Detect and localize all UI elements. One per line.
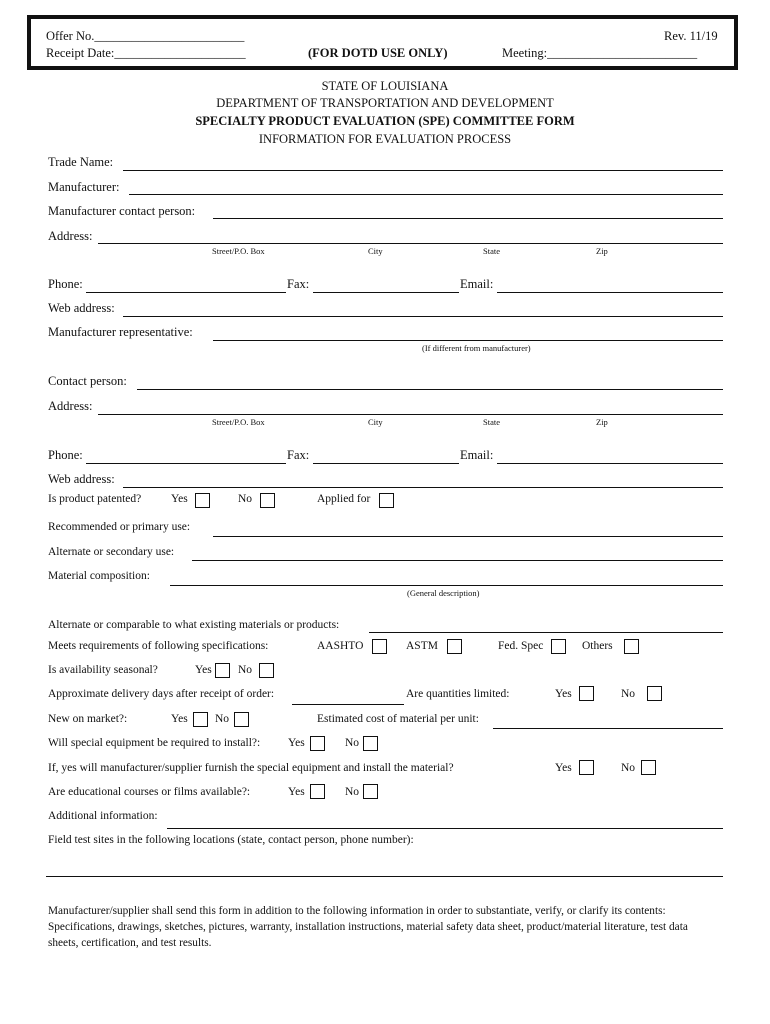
- new-market-yes-label: Yes: [171, 713, 188, 725]
- recommended-use-label: Recommended or primary use:: [48, 521, 191, 533]
- state-caption: State: [483, 246, 500, 256]
- patented-yes-label: Yes: [171, 493, 188, 505]
- alternate-use-input[interactable]: [192, 560, 723, 561]
- fed-spec-label: Fed. Spec: [498, 640, 544, 652]
- web-address-label: Web address:: [48, 301, 115, 315]
- manufacturer-contact-input[interactable]: [213, 218, 723, 219]
- furnish-yes-label: Yes: [555, 762, 572, 774]
- contact-address-input[interactable]: [98, 414, 723, 415]
- estimated-cost-label: Estimated cost of material per unit:: [317, 713, 479, 725]
- additional-info-label: Additional information:: [48, 810, 158, 822]
- seasonal-yes-label: Yes: [195, 664, 212, 676]
- new-on-market-label: New on market?:: [48, 713, 128, 725]
- zip-caption: Zip: [596, 246, 608, 256]
- contact-street-caption: Street/P.O. Box: [212, 417, 265, 427]
- alternate-use-label: Alternate or secondary use:: [48, 546, 175, 558]
- delivery-days-input[interactable]: [292, 704, 404, 705]
- address-input[interactable]: [98, 243, 723, 244]
- new-market-no-label: No: [215, 713, 230, 725]
- contact-web-input[interactable]: [123, 487, 723, 488]
- quantities-no-label: No: [621, 688, 636, 700]
- footer-note: Manufacturer/supplier shall send this form in addition to the following information in order to substantiate, verify, or clarify its contents: Specifications, drawings, sketches, pictures, warranty, installation instructions, material safety data sheet, product/material literature, test data sheets, certification, and test results.: [48, 905, 688, 949]
- special-equipment-label: Will special equipment be required to install?:: [48, 737, 261, 749]
- applied-for-checkbox[interactable]: [379, 493, 394, 508]
- city-caption: City: [368, 246, 383, 256]
- seasonal-no-label: No: [238, 664, 253, 676]
- courses-yes-checkbox[interactable]: [310, 784, 325, 799]
- email-label: Email:: [460, 277, 494, 291]
- quantities-yes-checkbox[interactable]: [579, 686, 594, 701]
- contact-fax-input[interactable]: [313, 463, 459, 464]
- department-title: DEPARTMENT OF TRANSPORTATION AND DEVELOPMENT: [216, 96, 554, 110]
- aashto-label: AASHTO: [317, 640, 364, 652]
- meeting-field[interactable]: Meeting:________________________: [502, 46, 698, 60]
- comparable-input[interactable]: [369, 632, 723, 633]
- special-equipment-no-checkbox[interactable]: [363, 736, 378, 751]
- representative-label: Manufacturer representative:: [48, 325, 193, 339]
- field-test-input[interactable]: [46, 876, 723, 877]
- quantities-yes-label: Yes: [555, 688, 572, 700]
- courses-no-label: No: [345, 786, 360, 798]
- phone-input[interactable]: [86, 292, 286, 293]
- seasonal-yes-checkbox[interactable]: [215, 663, 230, 678]
- dotd-use-only-label: (FOR DOTD USE ONLY): [308, 46, 448, 60]
- others-checkbox[interactable]: [624, 639, 639, 654]
- phone-label: Phone:: [48, 277, 83, 291]
- astm-checkbox[interactable]: [447, 639, 462, 654]
- street-caption: Street/P.O. Box: [212, 246, 265, 256]
- fed-spec-checkbox[interactable]: [551, 639, 566, 654]
- courses-no-checkbox[interactable]: [363, 784, 378, 799]
- quantities-no-checkbox[interactable]: [647, 686, 662, 701]
- patented-yes-checkbox[interactable]: [195, 493, 210, 508]
- contact-person-input[interactable]: [137, 389, 723, 390]
- form-subtitle: INFORMATION FOR EVALUATION PROCESS: [258, 132, 512, 146]
- contact-email-label: Email:: [460, 448, 494, 462]
- form-title: SPECIALTY PRODUCT EVALUATION (SPE) COMMITTEE FORM: [195, 114, 575, 128]
- comparable-label: Alternate or comparable to what existing materials or products:: [48, 619, 340, 631]
- quantities-limited-label: Are quantities limited:: [406, 688, 510, 700]
- seasonal-no-checkbox[interactable]: [259, 663, 274, 678]
- astm-label: ASTM: [406, 640, 438, 652]
- state-title: STATE OF LOUISIANA: [321, 79, 449, 93]
- courses-label: Are educational courses or films available?:: [48, 786, 251, 798]
- fax-input[interactable]: [313, 292, 459, 293]
- applied-for-label: Applied for: [317, 493, 371, 505]
- delivery-days-label: Approximate delivery days after receipt of order:: [48, 688, 275, 700]
- recommended-use-input[interactable]: [213, 536, 723, 537]
- furnish-no-label: No: [621, 762, 636, 774]
- if-different-caption: (If different from manufacturer): [422, 343, 531, 353]
- contact-person-label: Contact person:: [48, 374, 127, 388]
- aashto-checkbox[interactable]: [372, 639, 387, 654]
- contact-phone-input[interactable]: [86, 463, 286, 464]
- contact-city-caption: City: [368, 417, 383, 427]
- revision-label: Rev. 11/19: [664, 29, 718, 43]
- material-composition-label: Material composition:: [48, 570, 150, 582]
- special-equipment-yes-checkbox[interactable]: [310, 736, 325, 751]
- fax-label: Fax:: [287, 277, 310, 291]
- furnish-equipment-label: If, yes will manufacturer/supplier furnish the special equipment and install the material?: [48, 762, 454, 774]
- contact-address-label: Address:: [48, 399, 93, 413]
- representative-input[interactable]: [213, 340, 723, 341]
- additional-info-input[interactable]: [167, 828, 723, 829]
- new-market-no-checkbox[interactable]: [234, 712, 249, 727]
- material-composition-input[interactable]: [170, 585, 723, 586]
- contact-phone-label: Phone:: [48, 448, 83, 462]
- trade-name-input[interactable]: [123, 170, 723, 171]
- contact-fax-label: Fax:: [287, 448, 310, 462]
- patented-label: Is product patented?: [48, 493, 142, 505]
- estimated-cost-input[interactable]: [493, 728, 723, 729]
- manufacturer-contact-label: Manufacturer contact person:: [48, 204, 196, 218]
- manufacturer-label: Manufacturer:: [48, 180, 120, 194]
- web-address-input[interactable]: [123, 316, 723, 317]
- furnish-yes-checkbox[interactable]: [579, 760, 594, 775]
- contact-zip-caption: Zip: [596, 417, 608, 427]
- furnish-no-checkbox[interactable]: [641, 760, 656, 775]
- special-equipment-no-label: No: [345, 737, 360, 749]
- patented-no-label: No: [238, 493, 253, 505]
- manufacturer-input[interactable]: [129, 194, 723, 195]
- seasonal-label: Is availability seasonal?: [48, 664, 158, 676]
- courses-yes-label: Yes: [288, 786, 305, 798]
- contact-state-caption: State: [483, 417, 500, 427]
- contact-email-input[interactable]: [497, 463, 723, 464]
- offer-no-field[interactable]: Offer No.________________________: [46, 29, 245, 43]
- general-description-caption: (General description): [407, 588, 480, 598]
- contact-web-label: Web address:: [48, 472, 115, 486]
- trade-name-label: Trade Name:: [48, 155, 114, 169]
- receipt-date-field[interactable]: Receipt Date:_____________________: [46, 46, 246, 60]
- address-label: Address:: [48, 229, 93, 243]
- special-equipment-yes-label: Yes: [288, 737, 305, 749]
- others-label: Others: [582, 640, 613, 652]
- specifications-label: Meets requirements of following specifications:: [48, 640, 269, 652]
- field-test-label: Field test sites in the following locations (state, contact person, phone number):: [48, 834, 414, 846]
- new-market-yes-checkbox[interactable]: [193, 712, 208, 727]
- email-input[interactable]: [497, 292, 723, 293]
- patented-no-checkbox[interactable]: [260, 493, 275, 508]
